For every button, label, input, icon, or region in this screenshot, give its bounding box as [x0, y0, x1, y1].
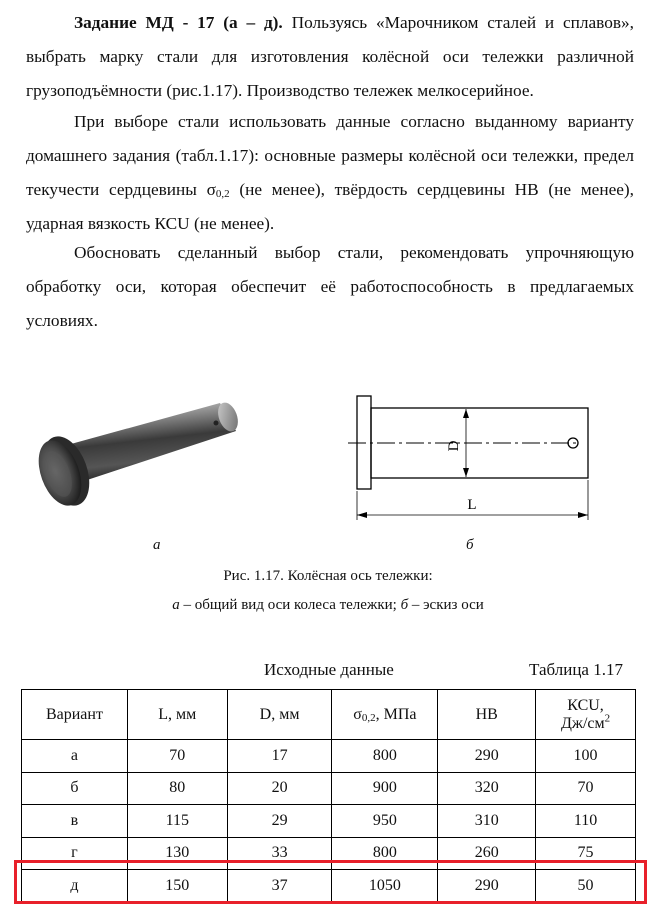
header-kcu-sup: 2: [604, 712, 611, 725]
header-kcu: [536, 690, 636, 740]
header-kcu-symbol: КСU,: [567, 696, 604, 714]
figure-label-a: а: [153, 537, 161, 553]
cell-D: 17: [227, 740, 332, 773]
sketch-head: [357, 396, 371, 489]
sigma-subscript: 0,2: [215, 188, 230, 200]
header-sigma: [332, 690, 438, 740]
cell-hb: 320: [438, 772, 536, 805]
task-title: Задание МД - 17 (а – д).: [74, 13, 283, 32]
cell-D: 33: [227, 837, 332, 870]
cell-sigma: 900: [332, 772, 438, 805]
task-paragraph-1-text: Пользуясь «Марочником сталей и сплавов», выбрать марку стали для изготовления колёсной оси тележки различной грузоподъёмности (рис.1.17). Производство тележек мелкосерийное.: [26, 13, 634, 100]
cell-D: 37: [227, 870, 332, 903]
task-paragraph-1: [26, 6, 634, 108]
table-header-row: [22, 690, 636, 740]
header-sigma-subscript: 0,2: [361, 711, 376, 724]
cell-L: 70: [127, 740, 227, 773]
header-D: D, мм: [227, 690, 332, 740]
selected-row-highlight: [14, 860, 647, 904]
cell-variant: в: [22, 805, 128, 838]
cell-variant: б: [22, 772, 128, 805]
header-sigma-symbol: σ: [353, 705, 362, 723]
table-row: [22, 740, 636, 773]
task-paragraph-2-text-b: (не менее), твёрдость сердцевины НВ (не менее), ударная вязкость КСU (не менее).: [26, 180, 634, 233]
cell-variant: а: [22, 740, 128, 773]
cell-D: 20: [227, 772, 332, 805]
table-row: [22, 772, 636, 805]
axle-photo: [38, 395, 248, 517]
figure-label-b: б: [466, 537, 474, 553]
dim-L-label: L: [467, 497, 477, 513]
header-variant: Вариант: [22, 690, 128, 740]
legend-a: а: [172, 597, 180, 613]
cell-kcu: 100: [536, 740, 636, 773]
cell-hb: 290: [438, 740, 536, 773]
cell-L: 130: [127, 837, 227, 870]
task-paragraph-3: Обосновать сделанный выбор стали, рекомендовать упрочняющую обработку оси, которая обеспечит её работоспособность в предлагаемых условиях.: [26, 243, 634, 330]
cell-hb: 310: [438, 805, 536, 838]
cell-kcu: 110: [536, 805, 636, 838]
table-title: Исходные данные: [264, 660, 394, 679]
cell-variant: д: [22, 870, 128, 903]
cell-L: 80: [127, 772, 227, 805]
figure-caption: Рис. 1.17. Колёсная ось тележки:: [223, 568, 433, 584]
cell-kcu: 75: [536, 837, 636, 870]
cell-hb: 260: [438, 837, 536, 870]
table-row: [22, 805, 636, 838]
legend-a-text: – общий вид оси колеса тележки;: [179, 597, 401, 613]
axle-hole: [214, 421, 219, 426]
dim-D-label: D: [446, 440, 462, 452]
cell-sigma: 800: [332, 740, 438, 773]
dimension-L: [357, 480, 588, 520]
legend-b: б: [400, 597, 409, 613]
cell-L: 115: [127, 805, 227, 838]
cell-sigma: 1050: [332, 870, 438, 903]
cell-sigma: 950: [332, 805, 438, 838]
header-hb: НВ: [438, 690, 536, 740]
cell-variant: г: [22, 837, 128, 870]
header-sigma-unit: , МПа: [375, 705, 417, 723]
header-L: L, мм: [127, 690, 227, 740]
cell-kcu: 50: [536, 870, 636, 903]
cell-sigma: 800: [332, 837, 438, 870]
cell-hb: 290: [438, 870, 536, 903]
cell-L: 150: [127, 870, 227, 903]
figure-caption-legend: [0, 597, 656, 614]
legend-b-text: – эскиз оси: [408, 597, 484, 613]
header-kcu-unit: Дж/см: [560, 714, 605, 732]
task-paragraph-2-text-a: При выборе стали использовать данные согласно выданному варианту домашнего задания (табл.1.17): основные размеры колёсной оси тележки, предел текучести сердцевины σ: [26, 112, 634, 199]
cell-D: 29: [227, 805, 332, 838]
cell-kcu: 70: [536, 772, 636, 805]
task-paragraph-2: [26, 105, 634, 241]
axle-sketch: [340, 388, 600, 528]
table-number: Таблица 1.17: [529, 660, 623, 679]
